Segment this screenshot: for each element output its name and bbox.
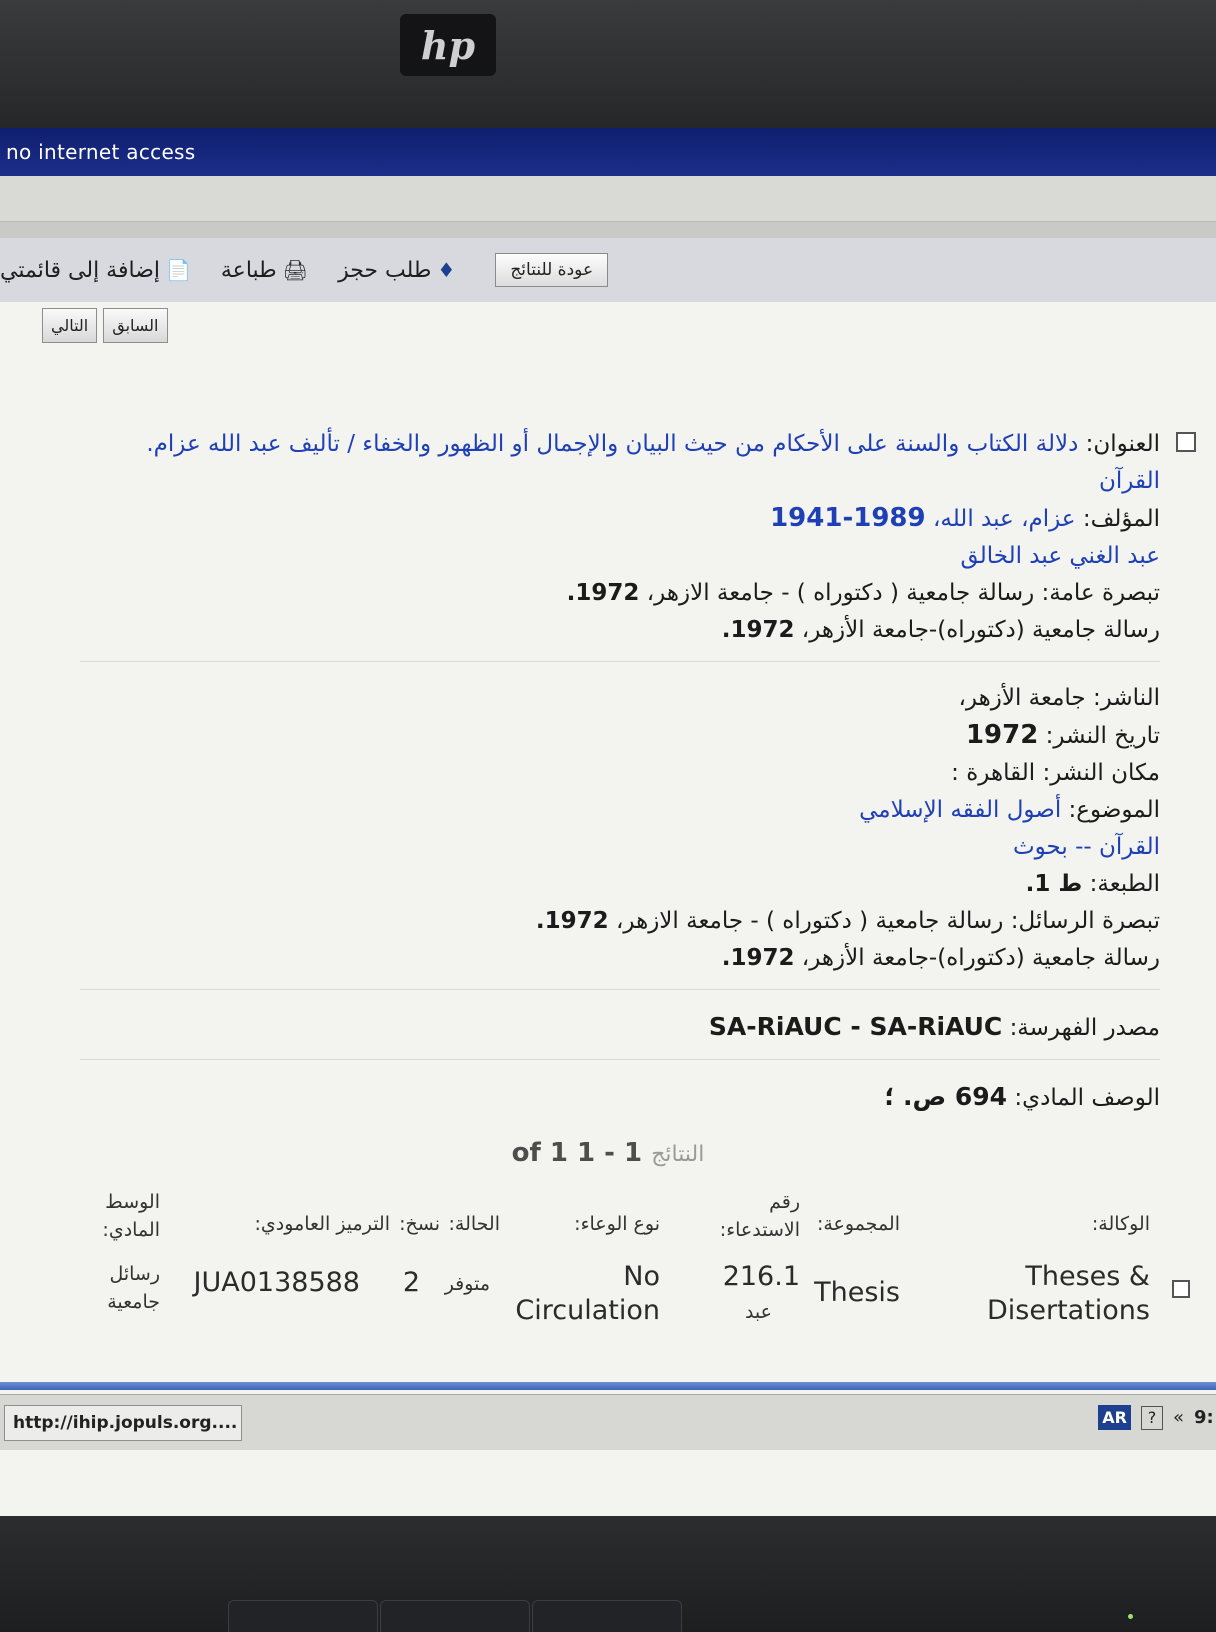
header-copies: نسخ: [399,1213,440,1235]
document-icon: 📄 [165,258,191,282]
subject-link[interactable]: أصول الفقه الإسلامي [859,797,1062,823]
cell-barcode: JUA0138588 [193,1267,360,1298]
header-agency: الوكالة: [1091,1213,1150,1235]
holdings-table [90,1180,1160,1340]
header-medium: الوسط المادي: [102,1191,160,1241]
system-tray [1098,1405,1216,1430]
clock: 9: [1194,1407,1214,1428]
header-call-number: رقم الاستدعاء: [719,1191,800,1241]
chevron-left-icon[interactable]: « [1172,1407,1184,1428]
catalog-source-field: مصدر الفهرسة: SA-RiAUC - SA-RiAUC [708,1012,1160,1041]
laptop-hinge [532,1600,682,1632]
record-toolbar [0,238,1216,302]
print-label: طباعة [220,257,277,283]
divider [80,661,1160,662]
print-button[interactable] [221,258,308,283]
author-years[interactable]: 1989-1941 [770,503,926,533]
window-title-bar [0,128,1216,176]
title-extra-link[interactable]: القرآن [1098,468,1160,494]
physical-desc-field: الوصف المادي: 694 ص. ؛ [884,1082,1160,1111]
laptop-hinge [380,1600,530,1632]
bibliographic-record: العنوان: دلالة الكتاب والسنة على الأحكام من حيث البيان والإجمال أو الظهور والخفاء / تأليف عبد الله عزام. القرآن المؤلف: عزام، عبد الله، 1989-1941 عبد الغني عبد الخالق تبصرة عامة: رسالة جامعية ( دكتوراه ) - جامعة الازهر، 1972. رسالة جامعية (دكتوراه)-جامعة الأزهر، 1972. الناشر: جامعة الأزهر، تاريخ النشر: 1972 مكان النشر: القاهرة : الموضوع: أصول الفقه الإسلامي القرآن -- بحوث الطبعة: ط 1. تبصرة الرسائل: رسالة جامعية ( دكتوراه ) - جامعة الازهر، 1972. رسالة جامعية (دكتوراه)-جامعة الأزهر، 1972. مصدر الفهرسة: SA-RiAUC - SA-RiAUC الوصف المادي: 694 ص. ؛ [60,426,1160,1117]
header-status: الحالة: [448,1213,500,1235]
record-select-checkbox[interactable] [1176,432,1196,452]
header-collection: المجموعة: [816,1213,900,1235]
record-navigation [42,308,168,343]
author-extra-link[interactable]: عبد الغني عبد الخالق [960,543,1160,569]
power-led [1128,1614,1133,1619]
status-divider [0,1382,1216,1390]
holding-select-checkbox[interactable] [1172,1280,1190,1298]
browser-menu-strip [0,176,1216,222]
cell-status: متوفر [444,1273,490,1295]
thesis-note-field: تبصرة الرسائل: رسالة جامعية ( دكتوراه ) - جامعة الازهر، 1972. [535,908,1160,934]
title-field: العنوان: دلالة الكتاب والسنة على الأحكام من حيث البيان والإجمال أو الظهور والخفاء / تأليف عبد الله عزام. [146,431,1160,457]
add-to-list-button[interactable] [0,258,191,283]
divider [80,989,1160,990]
back-to-results-button[interactable]: عودة للنتائج [495,253,608,287]
title-link[interactable]: دلالة الكتاب والسنة على الأحكام من حيث البيان والإجمال أو الظهور والخفاء / تأليف عبد الله عزام. [146,431,1079,457]
status-url: http://ihip.jopuls.org.... [4,1405,242,1441]
pub-place-field: مكان النشر: القاهرة : [951,760,1160,786]
cell-copies: 2 [402,1267,420,1298]
previous-button[interactable]: السابق [103,308,167,343]
language-indicator[interactable]: AR [1098,1405,1131,1430]
author-link[interactable]: عزام، عبد الله، [932,506,1076,532]
general-note-field: تبصرة عامة: رسالة جامعية ( دكتوراه ) - جامعة الازهر، 1972. [566,580,1160,606]
printer-icon: 🖨 [282,258,309,282]
laptop-hinge [228,1600,378,1632]
cell-medium: رسائل جامعية [107,1263,160,1313]
browser-gap-strip [0,222,1216,238]
cell-collection: Thesis [814,1277,900,1308]
author-field: المؤلف: عزام، عبد الله، 1989-1941 [770,503,1160,533]
header-item-type: نوع الوعاء: [574,1213,660,1235]
edition-field: الطبعة: ط 1. [1025,871,1160,897]
cell-call-number: 216.1 [722,1261,800,1292]
hp-logo: hp [400,14,496,76]
subject-link-2[interactable]: القرآن -- بحوث [1012,834,1160,860]
help-icon[interactable]: ? [1141,1406,1163,1430]
hold-request-button[interactable] [338,258,455,283]
header-barcode: الترميز العامودي: [254,1213,390,1235]
screen [0,128,1216,1516]
window-title: no internet access [6,140,196,164]
bookmark-icon: ♦ [437,258,456,282]
holdings-header-row [90,1180,1160,1260]
cell-item-type: No Circulation [515,1261,660,1326]
laptop-bezel-top [0,0,1216,128]
cell-call-number-suffix: عبد [744,1301,772,1323]
cell-agency: Theses & Disertations [987,1261,1150,1326]
subject-field: الموضوع: أصول الفقه الإسلامي [859,797,1160,823]
results-count: of 1 1 - 1 النتائج [511,1138,705,1168]
divider [80,1059,1160,1060]
status-bar [0,1394,1216,1450]
next-button[interactable]: التالي [42,308,97,343]
pub-date-field: تاريخ النشر: 1972 [965,720,1160,750]
hold-request-label: طلب حجز [338,257,432,283]
add-to-list-label: إضافة إلى قائمتي [0,257,160,283]
publisher-field: الناشر: جامعة الأزهر، [958,685,1160,711]
holdings-row [90,1260,1160,1340]
